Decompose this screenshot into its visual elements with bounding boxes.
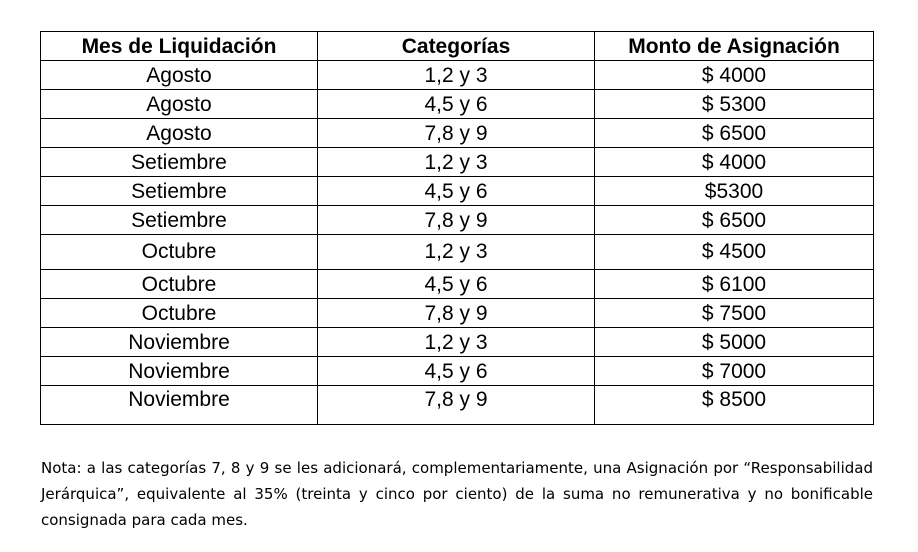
table-row (41, 270, 874, 299)
cell-categories: 1,2 y 3 (318, 148, 595, 177)
cell-categories: 7,8 y 9 (318, 299, 595, 328)
table-row (41, 119, 874, 148)
table-header-row (41, 32, 874, 61)
table-row (41, 206, 874, 235)
table-row (41, 386, 874, 425)
cell-categories: 1,2 y 3 (318, 61, 595, 90)
cell-amount: $ 6100 (595, 270, 874, 299)
cell-amount: $ 4000 (595, 61, 874, 90)
table-row (41, 299, 874, 328)
table-row (41, 357, 874, 386)
liquidation-table (40, 31, 874, 425)
cell-month: Octubre (41, 235, 318, 270)
table-row (41, 90, 874, 119)
cell-month: Agosto (41, 90, 318, 119)
cell-amount: $ 4000 (595, 148, 874, 177)
cell-categories: 1,2 y 3 (318, 328, 595, 357)
cell-amount: $ 5300 (595, 90, 874, 119)
cell-categories: 4,5 y 6 (318, 177, 595, 206)
cell-month: Agosto (41, 61, 318, 90)
column-header-categories: Categorías (318, 32, 595, 61)
cell-month: Noviembre (41, 357, 318, 386)
cell-amount: $ 8500 (595, 386, 874, 425)
table-row (41, 177, 874, 206)
cell-categories: 4,5 y 6 (318, 270, 595, 299)
cell-month: Agosto (41, 119, 318, 148)
cell-amount: $ 7500 (595, 299, 874, 328)
table-row (41, 61, 874, 90)
cell-month: Octubre (41, 270, 318, 299)
table-row (41, 148, 874, 177)
footnote: Nota: a las categorías 7, 8 y 9 se les adicionará, complementariamente, una Asignación por “Responsabilidad Jerárquica”, equivalente al 35% (treinta y cinco por ciento) de la suma no remunerativa y no bonificable consignada para cada mes. (41, 459, 873, 529)
cell-categories: 7,8 y 9 (318, 119, 595, 148)
cell-month: Noviembre (41, 328, 318, 357)
cell-categories: 7,8 y 9 (318, 206, 595, 235)
cell-amount: $5300 (595, 177, 874, 206)
cell-month: Setiembre (41, 148, 318, 177)
cell-amount: $ 5000 (595, 328, 874, 357)
cell-amount: $ 4500 (595, 235, 874, 270)
cell-month: Octubre (41, 299, 318, 328)
cell-amount: $ 6500 (595, 206, 874, 235)
table-row (41, 328, 874, 357)
cell-amount: $ 7000 (595, 357, 874, 386)
table-row (41, 235, 874, 270)
cell-month: Setiembre (41, 206, 318, 235)
cell-categories: 7,8 y 9 (318, 386, 595, 425)
column-header-month: Mes de Liquidación (41, 32, 318, 61)
cell-categories: 4,5 y 6 (318, 90, 595, 119)
cell-month: Noviembre (41, 386, 318, 425)
column-header-amount: Monto de Asignación (595, 32, 874, 61)
cell-categories: 4,5 y 6 (318, 357, 595, 386)
cell-amount: $ 6500 (595, 119, 874, 148)
cell-month: Setiembre (41, 177, 318, 206)
cell-categories: 1,2 y 3 (318, 235, 595, 270)
